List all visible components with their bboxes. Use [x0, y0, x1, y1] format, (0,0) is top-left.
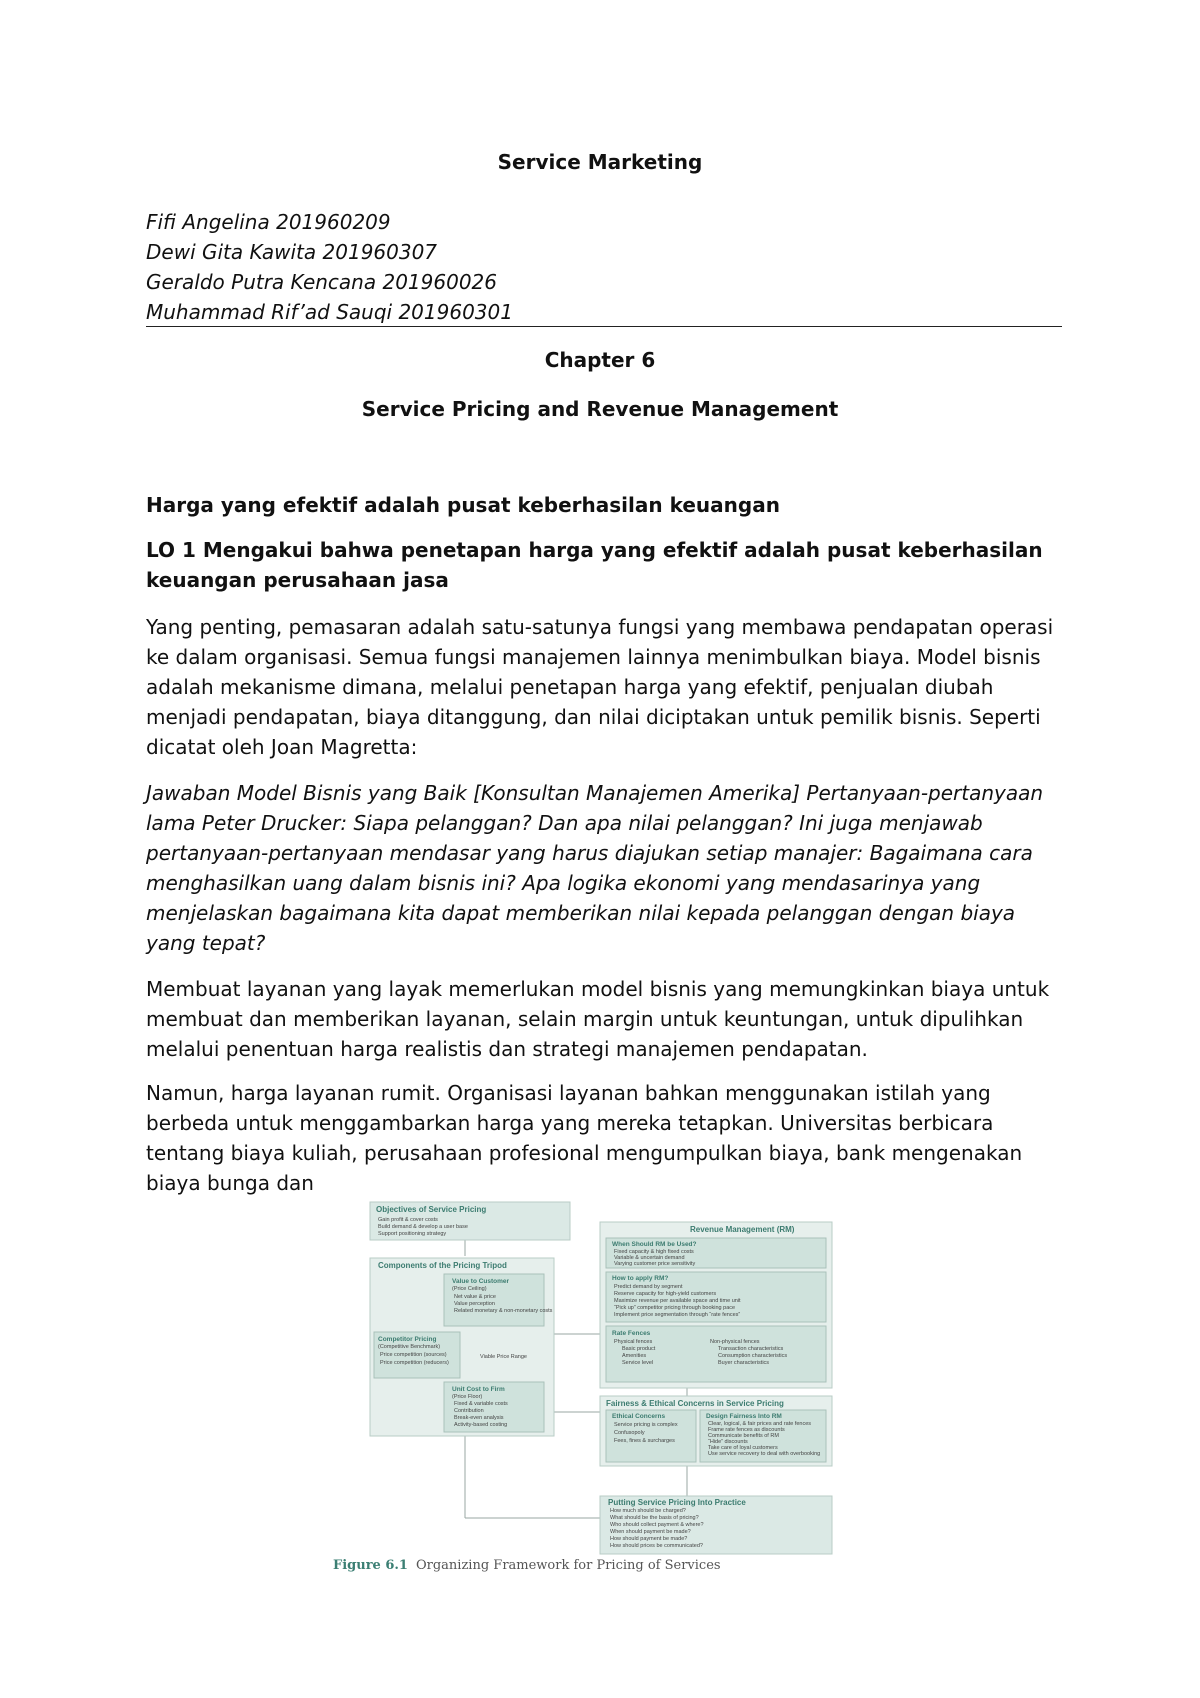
how-item: Predict demand by segment [614, 1284, 683, 1290]
competitor-sub: (Competitive Benchmark) [378, 1344, 441, 1350]
author-name: Geraldo Putra Kencana 201960026 [146, 270, 497, 294]
value-title: Value to Customer [452, 1278, 510, 1285]
fences-right-item: Transaction characteristics [718, 1346, 784, 1352]
body-paragraph-3: Namun, harga layanan rumit. Organisasi layanan bahkan menggunakan istilah yang berbeda untuk menggambarkan harga yang mereka tetapkan. Universitas berbicara tentang biaya kuliah, perusahaan profesional mengumpulkan biaya, bank mengenakan biaya bunga dan [146, 1081, 1023, 1195]
practice-title: Putting Service Pricing Into Practice [608, 1498, 746, 1507]
how-item: “Pick up” competitor pricing through booking pace [614, 1305, 736, 1311]
design-item: Take care of loyal customers [708, 1445, 778, 1451]
design-item: Use service recovery to deal with overbooking [708, 1451, 821, 1457]
framework-diagram [360, 1196, 860, 1556]
when-item: Fixed capacity & high fixed costs [614, 1249, 694, 1255]
author-name: Muhammad Rif’ad Sauqi 201960301 [146, 300, 513, 324]
value-item: Value perception [454, 1301, 495, 1307]
how-item: Implement price segmentation through “rate fences” [614, 1312, 741, 1318]
when-item: Variable & uncertain demand [614, 1255, 685, 1261]
ethical-title: Ethical Concerns [612, 1413, 666, 1420]
competitor-item: Price competition (reducers) [380, 1360, 449, 1366]
ethical-item: Confusopoly [614, 1430, 645, 1436]
cost-title: Unit Cost to Firm [452, 1386, 505, 1393]
objectives-item: Build demand & develop a user base [378, 1224, 468, 1230]
viable-price-range-label: Viable Price Range [480, 1354, 527, 1360]
ethical-item: Fees, fines & surcharges [614, 1438, 675, 1444]
horizontal-divider [146, 326, 1062, 327]
figure-caption [333, 1558, 813, 1573]
body-paragraph-1: Yang penting, pemasaran adalah satu-satunya fungsi yang membawa pendapatan operasi ke dalam organisasi. Semua fungsi manajemen lainnya menimbulkan biaya. Model bisnis adalah mekanisme dimana, melalui penetapan harga yang efektif, penjualan diubah menjadi pendapatan, biaya ditanggung, dan nilai diciptakan untuk pemilik bisnis. Seperti dicatat oleh Joan Magretta: [146, 615, 1054, 759]
cost-sub: (Price Floor) [452, 1394, 483, 1400]
competitor-title: Competitor Pricing [378, 1336, 437, 1343]
fences-left-item: Service level [622, 1360, 654, 1366]
fences-left-item: Amenities [622, 1353, 647, 1359]
author-list [146, 207, 513, 327]
author-name: Fifi Angelina 201960209 [146, 210, 391, 234]
objectives-panel [370, 1202, 570, 1240]
objectives-item: Support positioning strategy [378, 1231, 447, 1237]
cost-item: Contribution [454, 1408, 484, 1414]
practice-item: How should payment be made? [610, 1536, 688, 1542]
cost-item: Break-even analysis [454, 1415, 504, 1421]
fairness-panel [600, 1396, 832, 1466]
how-title: How to apply RM? [612, 1275, 669, 1282]
when-item: Varying customer price sensitivity [614, 1261, 696, 1267]
chapter-title: Service Pricing and Revenue Management [361, 397, 839, 421]
fences-right-item: Consumption characteristics [718, 1353, 788, 1359]
pricing-framework-figure [333, 1196, 860, 1588]
figure-caption-text: Organizing Framework for Pricing of Services [415, 1558, 721, 1573]
practice-item: How should prices be communicated? [610, 1543, 703, 1549]
revenue-title: Revenue Management (RM) [690, 1225, 795, 1234]
design-item: “Hide” discounts [708, 1439, 748, 1445]
document-title: Service Marketing [497, 150, 703, 174]
pricing-tripod-panel [370, 1258, 554, 1436]
value-item: Related monetary & non-monetary costs [454, 1308, 553, 1314]
fences-right-item: Non-physical fences [710, 1339, 760, 1345]
fairness-title: Fairness & Ethical Concerns in Service Pricing [606, 1399, 784, 1408]
cost-item: Fixed & variable costs [454, 1401, 508, 1407]
fences-right-item: Buyer characteristics [718, 1360, 770, 1366]
practice-item: Who should collect payment & where? [610, 1522, 704, 1528]
practice-item: How much should be charged? [610, 1508, 686, 1514]
body-paragraph-2: Membuat layanan yang layak memerlukan model bisnis yang memungkinkan biaya untuk membuat dan memberikan layanan, selain margin untuk keuntungan, untuk dipulihkan melalui penentuan harga realistis dan strategi manajemen pendapatan. [146, 977, 1050, 1061]
learning-objective-heading: LO 1 Mengakui bahwa penetapan harga yang efektif adalah pusat keberhasilan keuangan perusahaan jasa [146, 538, 1043, 592]
value-sub: (Price Ceiling) [452, 1286, 487, 1292]
revenue-management-panel [600, 1222, 832, 1388]
objectives-title: Objectives of Service Pricing [376, 1205, 487, 1214]
practice-item: When should payment be made? [610, 1529, 691, 1535]
fences-left-item: Physical fences [614, 1339, 653, 1345]
block-quote: Jawaban Model Bisnis yang Baik [Konsultan Manajemen Amerika] Pertanyaan-pertanyaan lama Peter Drucker: Siapa pelanggan? Dan apa nilai pelanggan? Ini juga menjawab pertanyaan-pertanyaan mendasar yang harus diajukan setiap manajer: Bagaimana cara menghasilkan uang dalam bisnis ini? Apa logika ekonomi yang mendasarinya yang menjelaskan bagaimana kita dapat memberikan nilai kepada pelanggan dengan biaya yang tepat? [146, 781, 1044, 955]
competitor-item: Price competition (sources) [380, 1352, 447, 1358]
design-item: Frame rate fences as discounts [708, 1427, 785, 1433]
fences-title: Rate Fences [612, 1330, 651, 1337]
when-title: When Should RM be Used? [612, 1241, 697, 1248]
practice-panel [600, 1496, 832, 1554]
design-title: Design Fairness Into RM [706, 1413, 782, 1420]
value-item: Net value & price [454, 1294, 496, 1300]
design-item: Communicate benefits of RM [708, 1433, 779, 1439]
ethical-item: Service pricing is complex [614, 1422, 678, 1428]
tripod-title: Components of the Pricing Tripod [378, 1261, 507, 1270]
how-item: Reserve capacity for high-yield customers [614, 1291, 717, 1297]
chapter-number: Chapter 6 [544, 348, 656, 372]
objectives-item: Gain profit & cover costs [378, 1217, 438, 1223]
figure-number: Figure 6.1 [333, 1558, 408, 1573]
cost-item: Activity-based costing [454, 1422, 508, 1428]
section-heading: Harga yang efektif adalah pusat keberhasilan keuangan [146, 493, 780, 517]
design-item: Clear, logical, & fair prices and rate fences [708, 1421, 812, 1427]
how-item: Maximize revenue per available space and time unit [614, 1298, 741, 1304]
fences-left-item: Basic product [622, 1346, 656, 1352]
author-name: Dewi Gita Kawita 201960307 [146, 240, 438, 264]
practice-item: What should be the basis of pricing? [610, 1515, 699, 1521]
